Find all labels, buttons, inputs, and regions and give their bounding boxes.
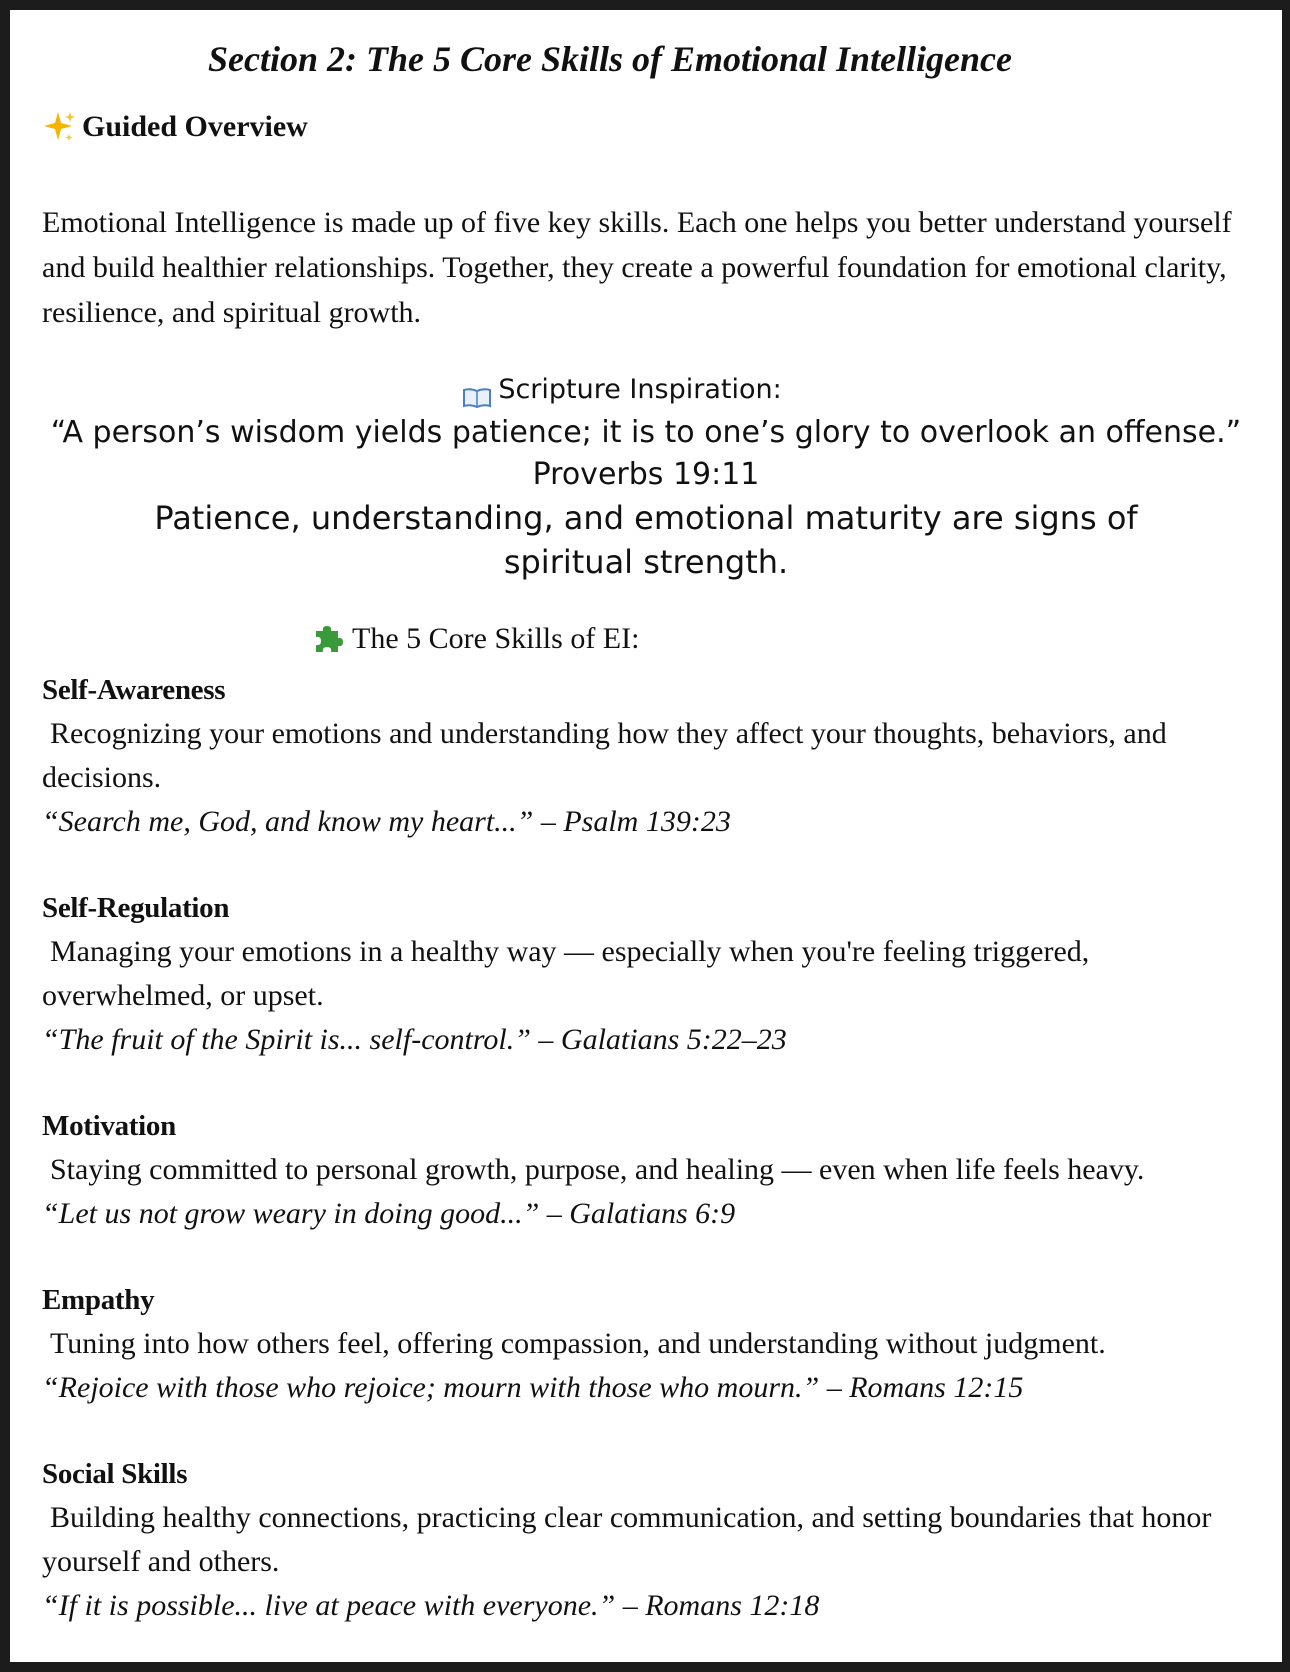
skill-name: Motivation bbox=[42, 1110, 176, 1142]
skill-verse: “Rejoice with those who rejoice; mourn with those who mourn.” – Romans 12:15 bbox=[42, 1371, 1024, 1404]
overview-paragraph: Emotional Intelligence is made up of five key skills. Each one helps you better understand yourself and build healthier relationships. Together, they create a powerful foundation for emotional clarity, resilience, and spiritual growth. bbox=[42, 206, 1232, 329]
skill-description: Recognizing your emotions and understanding how they affect your thoughts, behaviors, and decisions. bbox=[42, 717, 1167, 794]
skill-name: Self-Regulation bbox=[42, 892, 230, 924]
skill-name: Social Skills bbox=[42, 1458, 188, 1490]
open-book-icon bbox=[462, 379, 492, 401]
skill-item-motivation bbox=[42, 1104, 1257, 1236]
skill-description: Building healthy connections, practicing clear communication, and setting boundaries that honor yourself and others. bbox=[42, 1501, 1212, 1578]
skill-verse: “If it is possible... live at peace with everyone.” – Romans 12:18 bbox=[42, 1589, 820, 1622]
skill-item-empathy bbox=[42, 1278, 1257, 1410]
skill-verse: “Let us not grow weary in doing good...” – Galatians 6:9 bbox=[42, 1197, 736, 1230]
document-page bbox=[10, 10, 1282, 1662]
skill-verse: “Search me, God, and know my heart...” – Psalm 139:23 bbox=[42, 805, 731, 838]
skill-description: Managing your emotions in a healthy way — especially when you're feeling triggered, overwhelmed, or upset. bbox=[42, 935, 1090, 1012]
skills-heading-text: The 5 Core Skills of EI: bbox=[352, 622, 640, 655]
scripture-inspiration-block bbox=[10, 368, 1282, 584]
skill-description: Staying committed to personal growth, purpose, and healing — even when life feels heavy. bbox=[50, 1153, 1145, 1186]
skill-item-social-skills bbox=[42, 1452, 1257, 1628]
overview-heading bbox=[42, 110, 308, 144]
skills-list bbox=[42, 668, 1257, 1628]
scripture-label-text: Scripture Inspiration: bbox=[498, 374, 782, 405]
section-title: Section 2: The 5 Core Skills of Emotional Intelligence bbox=[207, 39, 1013, 79]
scripture-reference: Proverbs 19:11 bbox=[532, 457, 760, 492]
scripture-note: Patience, understanding, and emotional maturity are signs of spiritual strength. bbox=[154, 499, 1138, 581]
skill-verse: “The fruit of the Spirit is... self-control.” – Galatians 5:22–23 bbox=[42, 1023, 787, 1056]
overview-heading-text: Guided Overview bbox=[82, 110, 308, 143]
skill-item-self-awareness bbox=[42, 668, 1257, 844]
skill-name: Empathy bbox=[42, 1284, 155, 1316]
skill-item-self-regulation bbox=[42, 886, 1257, 1062]
sparkles-icon bbox=[42, 110, 76, 144]
skills-heading bbox=[312, 622, 639, 656]
scripture-quote: “A person’s wisdom yields patience; it is to one’s glory to overlook an offense.” bbox=[50, 415, 1242, 450]
puzzle-piece-icon bbox=[312, 623, 344, 655]
scripture-label bbox=[10, 368, 1282, 412]
skill-name: Self-Awareness bbox=[42, 674, 226, 706]
skill-description: Tuning into how others feel, offering compassion, and understanding without judgment. bbox=[50, 1327, 1106, 1360]
